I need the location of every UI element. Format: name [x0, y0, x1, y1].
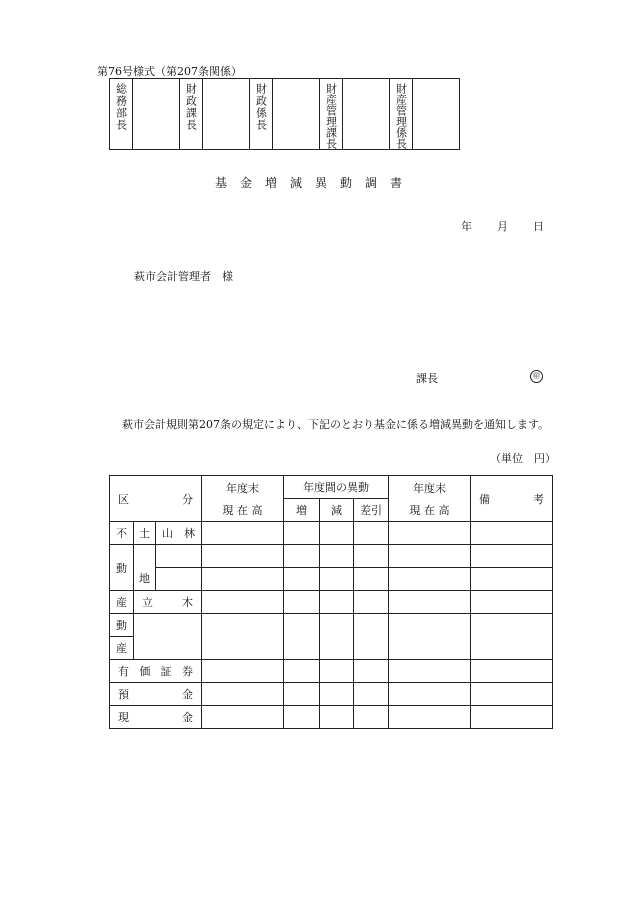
cell[interactable] [320, 614, 354, 660]
document-title: 基金増減異動調書 [214, 176, 415, 190]
approval-label: 財産管理係長 [390, 79, 413, 150]
cell[interactable] [156, 545, 202, 568]
realestate-char: 不 [110, 522, 134, 545]
approval-label: 財政係長 [250, 79, 273, 150]
cell[interactable] [471, 568, 553, 591]
cell[interactable] [202, 591, 284, 614]
cell[interactable] [202, 568, 284, 591]
cell[interactable] [389, 614, 471, 660]
unit-label: （単位 円） [490, 452, 556, 465]
cell[interactable] [284, 683, 320, 706]
land-char: 地 [134, 545, 156, 591]
cell[interactable] [389, 706, 471, 729]
cell[interactable] [320, 522, 354, 545]
header-remarks: 備 考 [471, 476, 553, 522]
land-char: 土 [134, 522, 156, 545]
header-year-end-balance-1: 年度末 現 在 高 [202, 476, 284, 522]
cell[interactable] [202, 545, 284, 568]
header-decrease: 減 [320, 499, 354, 522]
cell[interactable] [389, 683, 471, 706]
cell[interactable] [471, 683, 553, 706]
cell[interactable] [354, 522, 389, 545]
cell[interactable] [354, 706, 389, 729]
cell[interactable] [284, 545, 320, 568]
cell[interactable] [202, 683, 284, 706]
header-increase: 増 [284, 499, 320, 522]
seal-mark: ㊞ [530, 370, 543, 383]
cell[interactable] [284, 706, 320, 729]
form-id: 第76号様式（第207条関係） [97, 65, 242, 78]
cell[interactable] [389, 660, 471, 683]
cell[interactable] [284, 660, 320, 683]
header-category: 区 分 [110, 476, 202, 522]
cell[interactable] [389, 545, 471, 568]
cell[interactable] [389, 522, 471, 545]
standing-timber-label: 立 木 [134, 591, 202, 614]
cell[interactable] [354, 545, 389, 568]
date-month: 月 [497, 220, 508, 233]
forest-label: 山 林 [156, 522, 202, 545]
cell[interactable] [202, 660, 284, 683]
header-year-end-balance-2: 年度末 現 在 高 [389, 476, 471, 522]
approval-label: 財産管理課長 [320, 79, 343, 150]
cell[interactable] [320, 545, 354, 568]
cell[interactable] [284, 591, 320, 614]
cell[interactable] [471, 591, 553, 614]
fund-change-table [109, 475, 553, 729]
movable-char: 動 [110, 614, 134, 637]
realestate-char: 動 [110, 545, 134, 591]
cell[interactable] [202, 614, 284, 660]
cell[interactable] [354, 568, 389, 591]
cell[interactable] [202, 706, 284, 729]
cell[interactable] [471, 660, 553, 683]
body-text: 萩市会計規則第207条の規定により、下記のとおり基金に係る増減異動を通知します。 [122, 418, 550, 431]
approval-stamp-table [109, 78, 460, 150]
cell[interactable] [284, 522, 320, 545]
cell[interactable] [284, 568, 320, 591]
movable-char: 産 [110, 637, 134, 660]
cell[interactable] [284, 614, 320, 660]
cell[interactable] [134, 614, 202, 660]
section-chief: 課長 [416, 372, 438, 385]
cell[interactable] [471, 545, 553, 568]
cell[interactable] [354, 614, 389, 660]
cell[interactable] [389, 591, 471, 614]
cell[interactable] [320, 568, 354, 591]
date-day: 日 [533, 220, 544, 233]
header-annual-change: 年度間の異動 [284, 476, 389, 499]
deposits-label: 預 金 [110, 683, 202, 706]
cell[interactable] [320, 683, 354, 706]
securities-label: 有 価 証 券 [110, 660, 202, 683]
approval-stamp-box[interactable] [203, 79, 250, 150]
cell[interactable] [156, 568, 202, 591]
approval-label: 財政課長 [180, 79, 203, 150]
cell[interactable] [471, 706, 553, 729]
approval-stamp-box[interactable] [413, 79, 460, 150]
cash-label: 現 金 [110, 706, 202, 729]
cell[interactable] [354, 683, 389, 706]
approval-stamp-box[interactable] [133, 79, 180, 150]
cell[interactable] [389, 568, 471, 591]
approval-label: 総務部長 [110, 79, 133, 150]
approval-stamp-box[interactable] [273, 79, 320, 150]
addressee: 萩市会計管理者 様 [134, 270, 233, 283]
cell[interactable] [202, 522, 284, 545]
cell[interactable] [320, 660, 354, 683]
cell[interactable] [320, 706, 354, 729]
cell[interactable] [354, 660, 389, 683]
date-year: 年 [461, 220, 472, 233]
cell[interactable] [471, 522, 553, 545]
cell[interactable] [320, 591, 354, 614]
cell[interactable] [471, 614, 553, 660]
approval-stamp-box[interactable] [343, 79, 390, 150]
header-difference: 差引 [354, 499, 389, 522]
cell[interactable] [354, 591, 389, 614]
realestate-char: 産 [110, 591, 134, 614]
